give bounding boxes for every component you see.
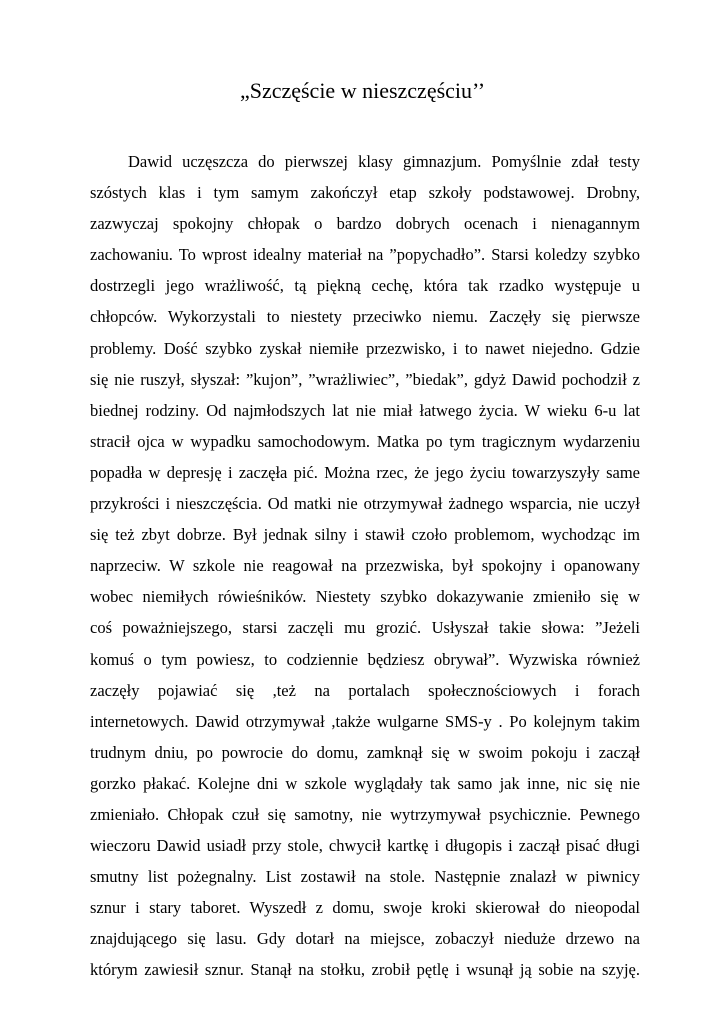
text-line: sznur i stary taboret. Wyszedł z domu, swoje kroki skierował do nieopodal (90, 898, 640, 918)
text-line: wieczoru Dawid usiadł przy stole, chwycił kartkę i długopis i zaczął pisać długi (90, 836, 640, 856)
text-line: popadła w depresję i zaczęła pić. Można rzec, że jego życiu towarzyszyły same (90, 462, 640, 482)
text-line: Dawid uczęszcza do pierwszej klasy gimnazjum. Pomyślnie zdał testy (128, 152, 640, 171)
text-line: zazwyczaj spokojny chłopak o bardzo dobrych ocenach i nienagannym (90, 214, 640, 234)
story-paragraph (90, 146, 640, 986)
text-line: zaczęły pojawiać się ,też na portalach społecznościowych i forach (90, 680, 640, 700)
text-line: znajdującego się lasu. Gdy dotarł na miejsce, zobaczył nieduże drzewo na (90, 929, 640, 949)
text-line: dostrzegli jego wrażliwość, tą piękną cechę, która tak rzadko występuje u (90, 276, 640, 296)
text-line: przykrości i nieszczęścia. Od matki nie otrzymywał żadnego wsparcia, nie uczył (90, 494, 640, 514)
text-line: stracił ojca w wypadku samochodowym. Matka po tym tragicznym wydarzeniu (90, 431, 640, 451)
text-line: zachowaniu. To wprost idealny materiał na ”popychadło”. Starsi koledzy szybko (90, 245, 640, 265)
text-line: wobec niemiłych rówieśników. Niestety szybko dokazywanie zmieniło się w (90, 587, 640, 607)
text-line: smutny list pożegnalny. List zostawił na stole. Następnie znalazł w piwnicy (90, 867, 640, 887)
text-line: internetowych. Dawid otrzymywał ,także wulgarne SMS-y . Po kolejnym takim (90, 711, 640, 731)
text-line: komuś o tym powiesz, to codziennie będziesz obrywał”. Wyzwiska również (90, 649, 640, 669)
text-line: się też zbyt dobrze. Był jednak silny i stawił czoło problemom, wychodząc im (90, 525, 640, 545)
text-line: którym zawiesił sznur. Stanął na stołku, zrobił pętlę i wsunął ją sobie na szyję. (90, 960, 640, 980)
text-line: się nie ruszył, słyszał: ”kujon”, ”wrażliwiec”, ”biedak”, gdyż Dawid pochodził z (90, 369, 640, 389)
text-line: problemy. Dość szybko zyskał niemiłe przezwisko, i to nawet niejedno. Gdzie (90, 338, 640, 358)
text-line: coś poważniejszego, starsi zaczęli mu grozić. Usłyszał takie słowa: ”Jeżeli (90, 618, 640, 638)
text-line: chłopców. Wykorzystali to niestety przeciwko niemu. Zaczęły się pierwsze (90, 307, 640, 327)
text-line: gorzko płakać. Kolejne dni w szkole wyglądały tak samo jak inne, nic się nie (90, 773, 640, 793)
text-line: trudnym dniu, po powrocie do domu, zamknął się w swoim pokoju i zaczął (90, 742, 640, 762)
document-title: „Szczęście w nieszczęściu’’ (239, 78, 486, 103)
text-line: zmieniało. Chłopak czuł się samotny, nie wytrzymywał psychicznie. Pewnego (90, 804, 640, 824)
text-line: szóstych klas i tym samym zakończył etap szkoły podstawowej. Drobny, (90, 183, 640, 203)
text-line: biednej rodziny. Od najmłodszych lat nie miał łatwego życia. W wieku 6-u lat (90, 400, 640, 420)
text-line: naprzeciw. W szkole nie reagował na przezwiska, był spokojny i opanowany (90, 556, 640, 576)
